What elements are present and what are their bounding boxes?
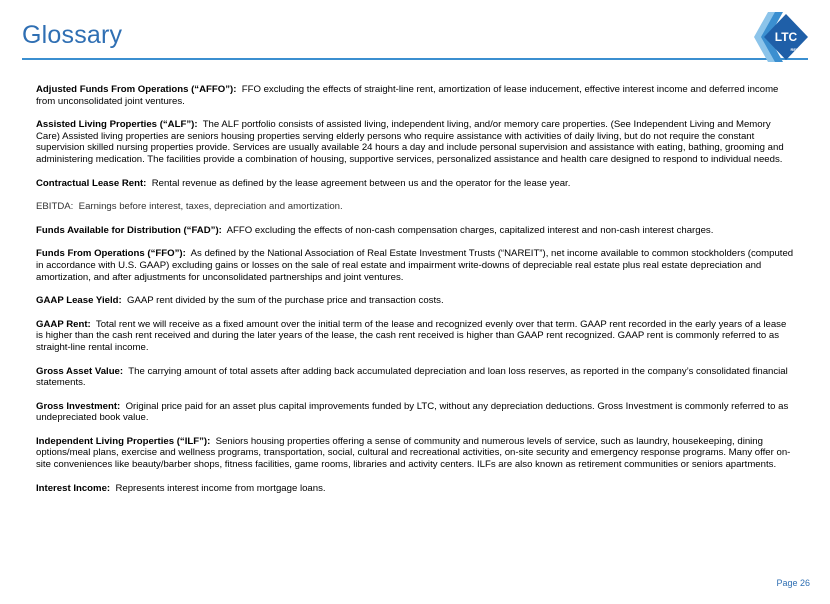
glossary-term: Contractual Lease Rent: xyxy=(36,177,147,189)
glossary-definition: Earnings before interest, taxes, depreciation and amortization. xyxy=(78,201,343,213)
glossary-term: Gross Asset Value: xyxy=(36,365,124,377)
glossary-definition: Seniors housing properties offering a sense of community and numerous levels of service, such as laundry, housekeeping, dining options/meal plans, exercise and wellness programs, transportation, social, cultural and recreational activities, on-site security and emergency response programs. Many offer on-site conveniences like beauty/barber shops, fitness facilities, game rooms, libraries and activity centers. ILFs are also known as retirement communities or seniors apartments. xyxy=(36,435,791,471)
glossary-definition: GAAP rent divided by the sum of the purchase price and transaction costs. xyxy=(127,295,444,307)
logo-text: LTC xyxy=(774,30,798,44)
glossary-entry-gross-investment xyxy=(36,401,794,424)
glossary-definition: Rental revenue as defined by the lease agreement between us and the operator for the lease year. xyxy=(151,177,571,189)
glossary-definition: AFFO excluding the effects of non-cash compensation charges, capitalized interest and non-cash interest charges. xyxy=(226,224,714,236)
glossary-entry-ilf xyxy=(36,436,794,471)
glossary-entry-contractual-lease-rent xyxy=(36,178,794,190)
glossary-definition: As defined by the National Association of Real Estate Investment Trusts (“NAREIT”), net income available to common stockholders (computed in accordance with U.S. GAAP) excluding gains or losses on the sale of real estate and impairment write-downs of depreciable real estate plus real estate depreciation and amortization, and after adjustments for unconsolidated partnerships and joint ventures. xyxy=(36,248,794,283)
glossary-term: Interest Income: xyxy=(36,482,111,494)
glossary-definition: The carrying amount of total assets after adding back accumulated depreciation and loan loss reserves, as reported in the company’s consolidated financial statements. xyxy=(36,365,788,389)
glossary-entry-alf xyxy=(36,119,794,165)
glossary-entry-gaap-lease-yield xyxy=(36,295,794,307)
logo-subtext: REIT xyxy=(790,47,800,52)
glossary-entry-gaap-rent xyxy=(36,319,794,354)
title-divider xyxy=(22,58,808,60)
glossary-entry-ebitda xyxy=(36,201,794,213)
glossary-term: Adjusted Funds From Operations (“AFFO”): xyxy=(36,84,237,95)
glossary-term: Funds From Operations (“FFO”): xyxy=(36,248,186,260)
glossary-term: Gross Investment: xyxy=(36,400,121,412)
glossary-definition: Original price paid for an asset plus capital improvements funded by LTC, without any depreciation deductions. Gross Investment is commonly referred to as undepreciated book value. xyxy=(36,400,789,424)
glossary-term: Assisted Living Properties (“ALF”): xyxy=(36,119,198,131)
glossary-entry-interest-income xyxy=(36,483,794,495)
company-logo xyxy=(750,8,810,66)
glossary-entry-gross-asset-value xyxy=(36,366,794,389)
glossary-list xyxy=(36,84,794,506)
glossary-entry-fad xyxy=(36,225,794,237)
page-title: Glossary xyxy=(22,21,123,49)
page-number: Page 26 xyxy=(776,578,810,588)
glossary-term: GAAP Lease Yield: xyxy=(36,295,122,307)
glossary-definition: FFO excluding the effects of straight-line rent, amortization of lease inducement, effective interest income and deferred income from unconsolidated joint ventures. xyxy=(36,84,779,107)
glossary-definition: The ALF portfolio consists of assisted living, independent living, and/or memory care properties. (See Independent Living and Memory Care) Assisted living properties are seniors housing properties serving elderly persons who require assistance with activities of daily living, but do not require the constant supervision skilled nursing properties provide. Services are usually available 24 hours a day and include personal supervision and assistance with eating, bathing, grooming and administering medication. The facilities provide a combination of housing, supportive services, personalized assistance and health care designed to respond to individual needs. xyxy=(36,119,784,165)
glossary-definition: Total rent we will receive as a fixed amount over the initial term of the lease and recognized evenly over that term. GAAP rent recorded in the early years of a lease is higher than the cash rent received and during the later years of the lease, the cash rent received is higher than GAAP rent recognized. GAAP rent is commonly referred to as straight-line rental income. xyxy=(36,318,787,353)
glossary-entry-ffo xyxy=(36,248,794,283)
glossary-term: EBITDA: xyxy=(36,201,74,213)
glossary-term: Funds Available for Distribution (“FAD”): xyxy=(36,224,222,236)
glossary-entry-affo xyxy=(36,84,794,107)
ltc-logo-icon xyxy=(750,8,810,66)
glossary-term: Independent Living Properties (“ILF”): xyxy=(36,435,211,447)
glossary-definition: Represents interest income from mortgage loans. xyxy=(115,482,326,494)
glossary-term: GAAP Rent: xyxy=(36,318,91,330)
